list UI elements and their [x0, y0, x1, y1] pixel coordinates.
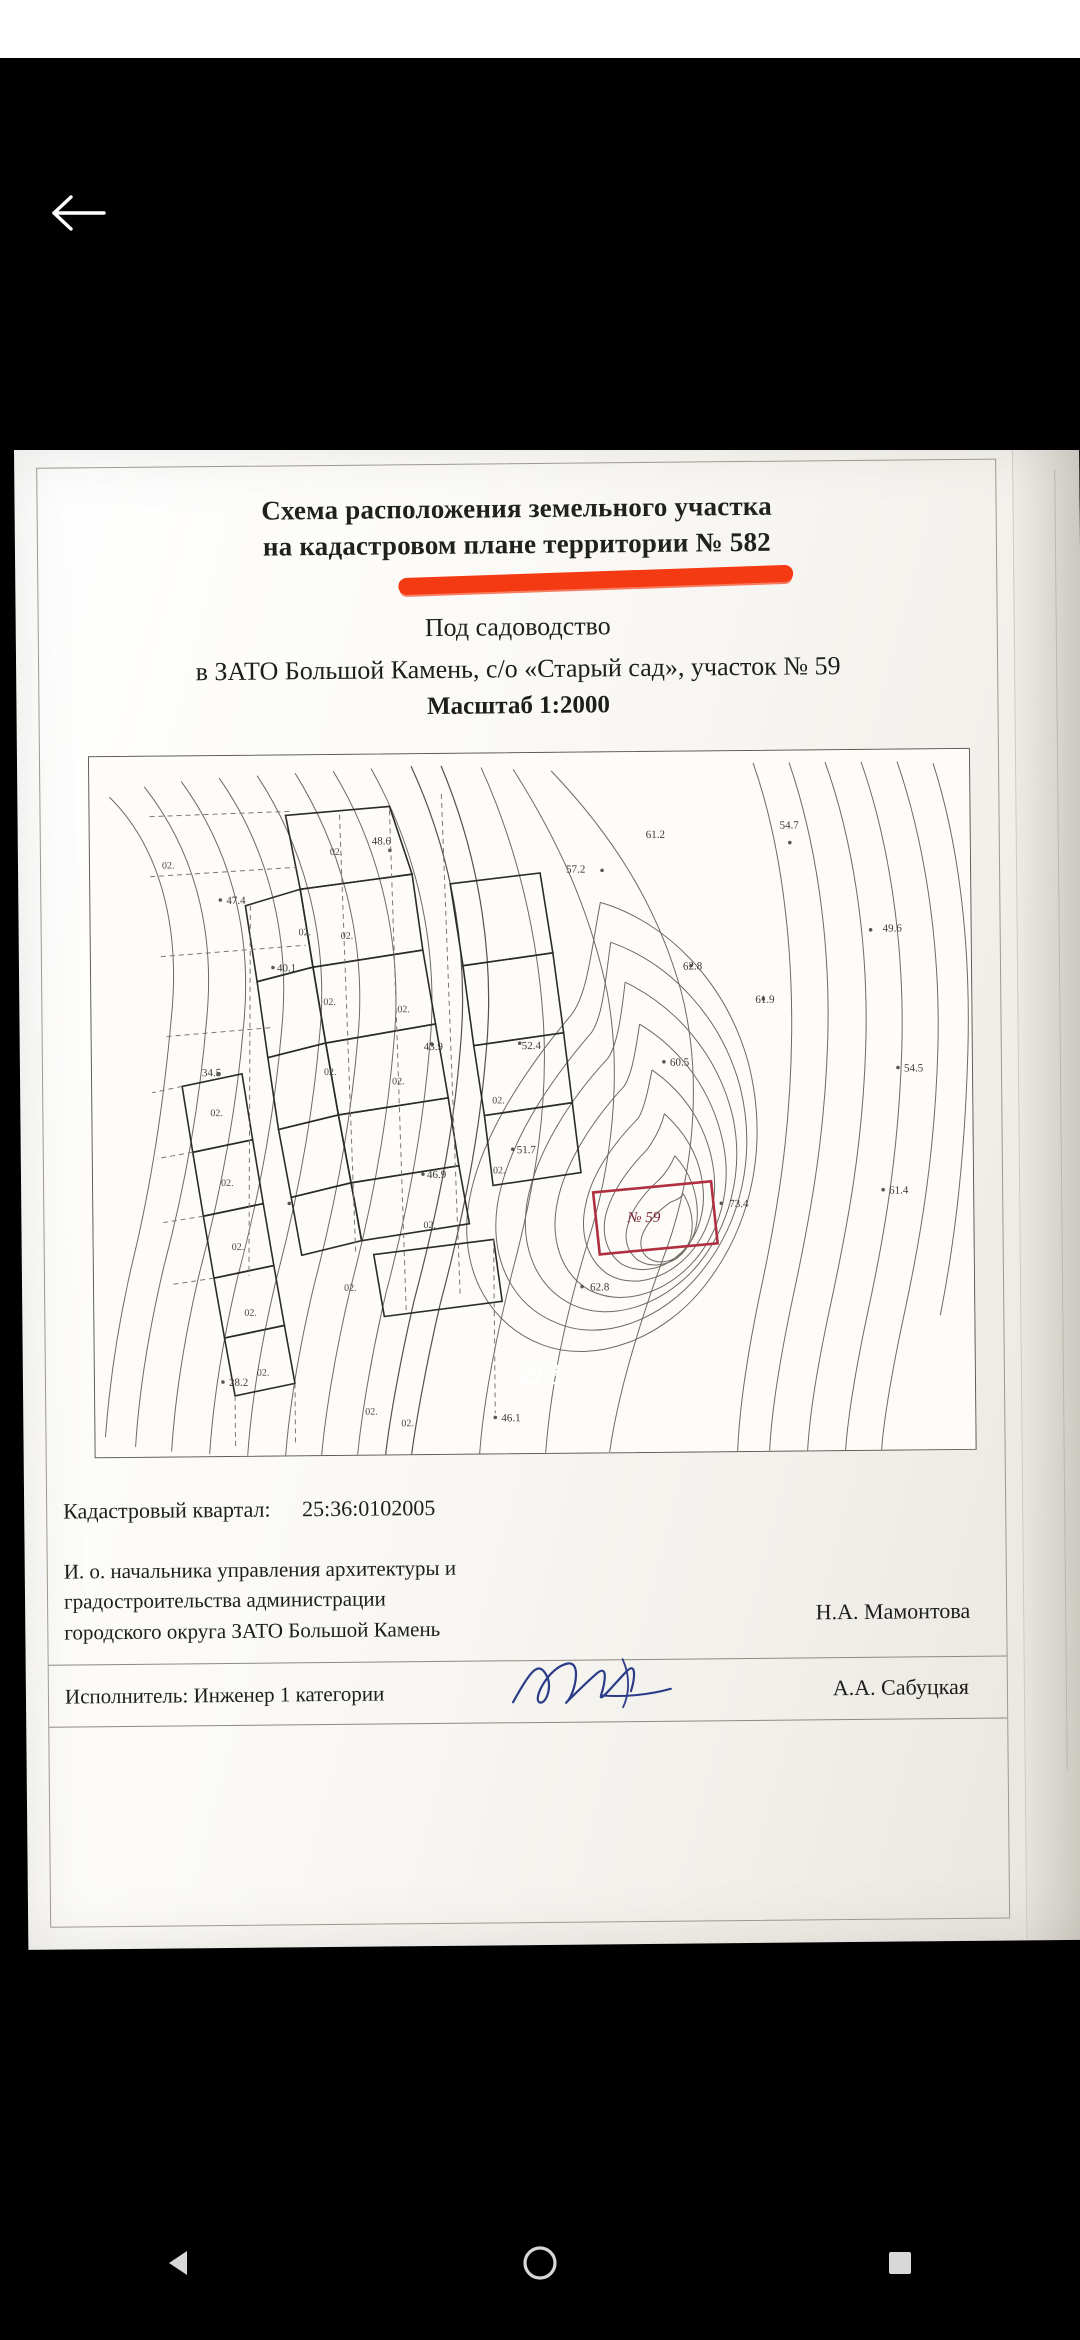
svg-text:02.: 02. [492, 1095, 505, 1107]
cadastral-map [88, 748, 977, 1458]
purpose-line: Под садоводство [424, 611, 611, 643]
svg-text:02.: 02. [210, 1108, 223, 1120]
svg-text:46.1: 46.1 [501, 1412, 521, 1425]
svg-text:02.: 02. [365, 1406, 378, 1418]
official-title [64, 1553, 457, 1648]
svg-text:57.2: 57.2 [565, 863, 586, 876]
triangle-back-icon [163, 2246, 197, 2285]
svg-text:62.8: 62.8 [590, 1281, 610, 1294]
svg-text:62.8: 62.8 [682, 960, 703, 973]
svg-text:52.4: 52.4 [521, 1039, 542, 1053]
cadastral-quarter [63, 1495, 435, 1525]
svg-text:02.: 02. [231, 1241, 245, 1253]
paper-edge [1012, 450, 1080, 1940]
circle-home-icon [518, 2241, 562, 2290]
svg-text:48.6: 48.6 [371, 835, 392, 848]
parcel-59-label: № 59 [627, 1209, 661, 1227]
svg-text:02.: 02. [256, 1367, 270, 1379]
nav-recents-button[interactable] [840, 2205, 960, 2325]
nav-home-button[interactable] [480, 2205, 600, 2325]
svg-text:02.: 02. [323, 1066, 337, 1079]
signature-icon [505, 1649, 686, 1721]
map-drawing [89, 749, 976, 1457]
svg-text:54.5: 54.5 [903, 1062, 924, 1075]
official-name: Н.А. Мамонтова [815, 1597, 971, 1625]
redaction-mark [398, 565, 793, 595]
nav-back-button[interactable] [120, 2205, 240, 2325]
svg-text:51.7: 51.7 [516, 1144, 537, 1157]
svg-text:73.4: 73.4 [729, 1197, 749, 1211]
svg-text:02.: 02. [340, 930, 354, 942]
svg-text:61.9: 61.9 [755, 993, 775, 1006]
svg-text:02.: 02. [244, 1307, 257, 1319]
android-nav-bar [0, 2190, 1080, 2340]
official-title-line-2: градостроительства администрации [63, 1586, 386, 1615]
back-button[interactable] [24, 158, 134, 268]
paper-sheet [14, 450, 1080, 1950]
status-strip [0, 0, 1080, 58]
location-line: в ЗАТО Большой Камень, с/о «Старый сад», участок № 59 [195, 651, 841, 687]
svg-text:02.: 02. [323, 996, 336, 1009]
page-indicator: 2/3 [518, 1358, 562, 1391]
svg-text:61.2: 61.2 [645, 828, 666, 841]
cadastral-quarter-label: Кадастровый квартал: [63, 1496, 271, 1524]
svg-text:02.: 02. [492, 1165, 506, 1177]
official-title-line-1: И. о. начальника управления архитектуры и [63, 1555, 457, 1584]
svg-text:02.: 02. [423, 1219, 437, 1232]
svg-text:28.2: 28.2 [228, 1376, 249, 1389]
square-recents-icon [883, 2246, 917, 2285]
official-title-line-3: городского округа ЗАТО Большой Камень [64, 1616, 441, 1645]
executor-label: Исполнитель: Инженер 1 категории [64, 1681, 385, 1709]
svg-text:02.: 02. [298, 927, 312, 939]
scale-line: Масштаб 1:2000 [426, 691, 611, 721]
svg-text:47.4: 47.4 [226, 894, 246, 907]
svg-text:02.: 02. [397, 1004, 410, 1016]
image-viewer [0, 58, 1080, 2340]
svg-text:02.: 02. [344, 1282, 357, 1294]
executor-name: А.А. Сабуцкая [832, 1673, 970, 1701]
document-title [37, 486, 996, 568]
svg-text:02.: 02. [401, 1418, 414, 1430]
cadastral-quarter-value: 25:36:0102005 [301, 1495, 436, 1522]
back-arrow-icon [51, 192, 107, 234]
svg-text:60.5: 60.5 [669, 1056, 690, 1069]
document-photo[interactable] [0, 450, 1080, 1950]
svg-text:43.9: 43.9 [423, 1040, 444, 1054]
document-border [36, 459, 1010, 1928]
svg-text:34.5: 34.5 [201, 1067, 222, 1080]
svg-text:49.6: 49.6 [882, 922, 902, 935]
title-line-2: на кадастровом плане территории № 582 [262, 527, 772, 563]
svg-text:54.7: 54.7 [779, 819, 799, 832]
svg-text:40.1: 40.1 [276, 962, 297, 975]
svg-text:02.: 02. [161, 860, 175, 872]
svg-text:46.9: 46.9 [426, 1168, 447, 1182]
svg-text:61.4: 61.4 [889, 1184, 909, 1197]
title-line-1: Схема расположения земельного участка [261, 490, 773, 526]
svg-text:02.: 02. [220, 1177, 234, 1190]
svg-text:02.: 02. [329, 846, 343, 858]
svg-text:02.: 02. [392, 1076, 405, 1088]
